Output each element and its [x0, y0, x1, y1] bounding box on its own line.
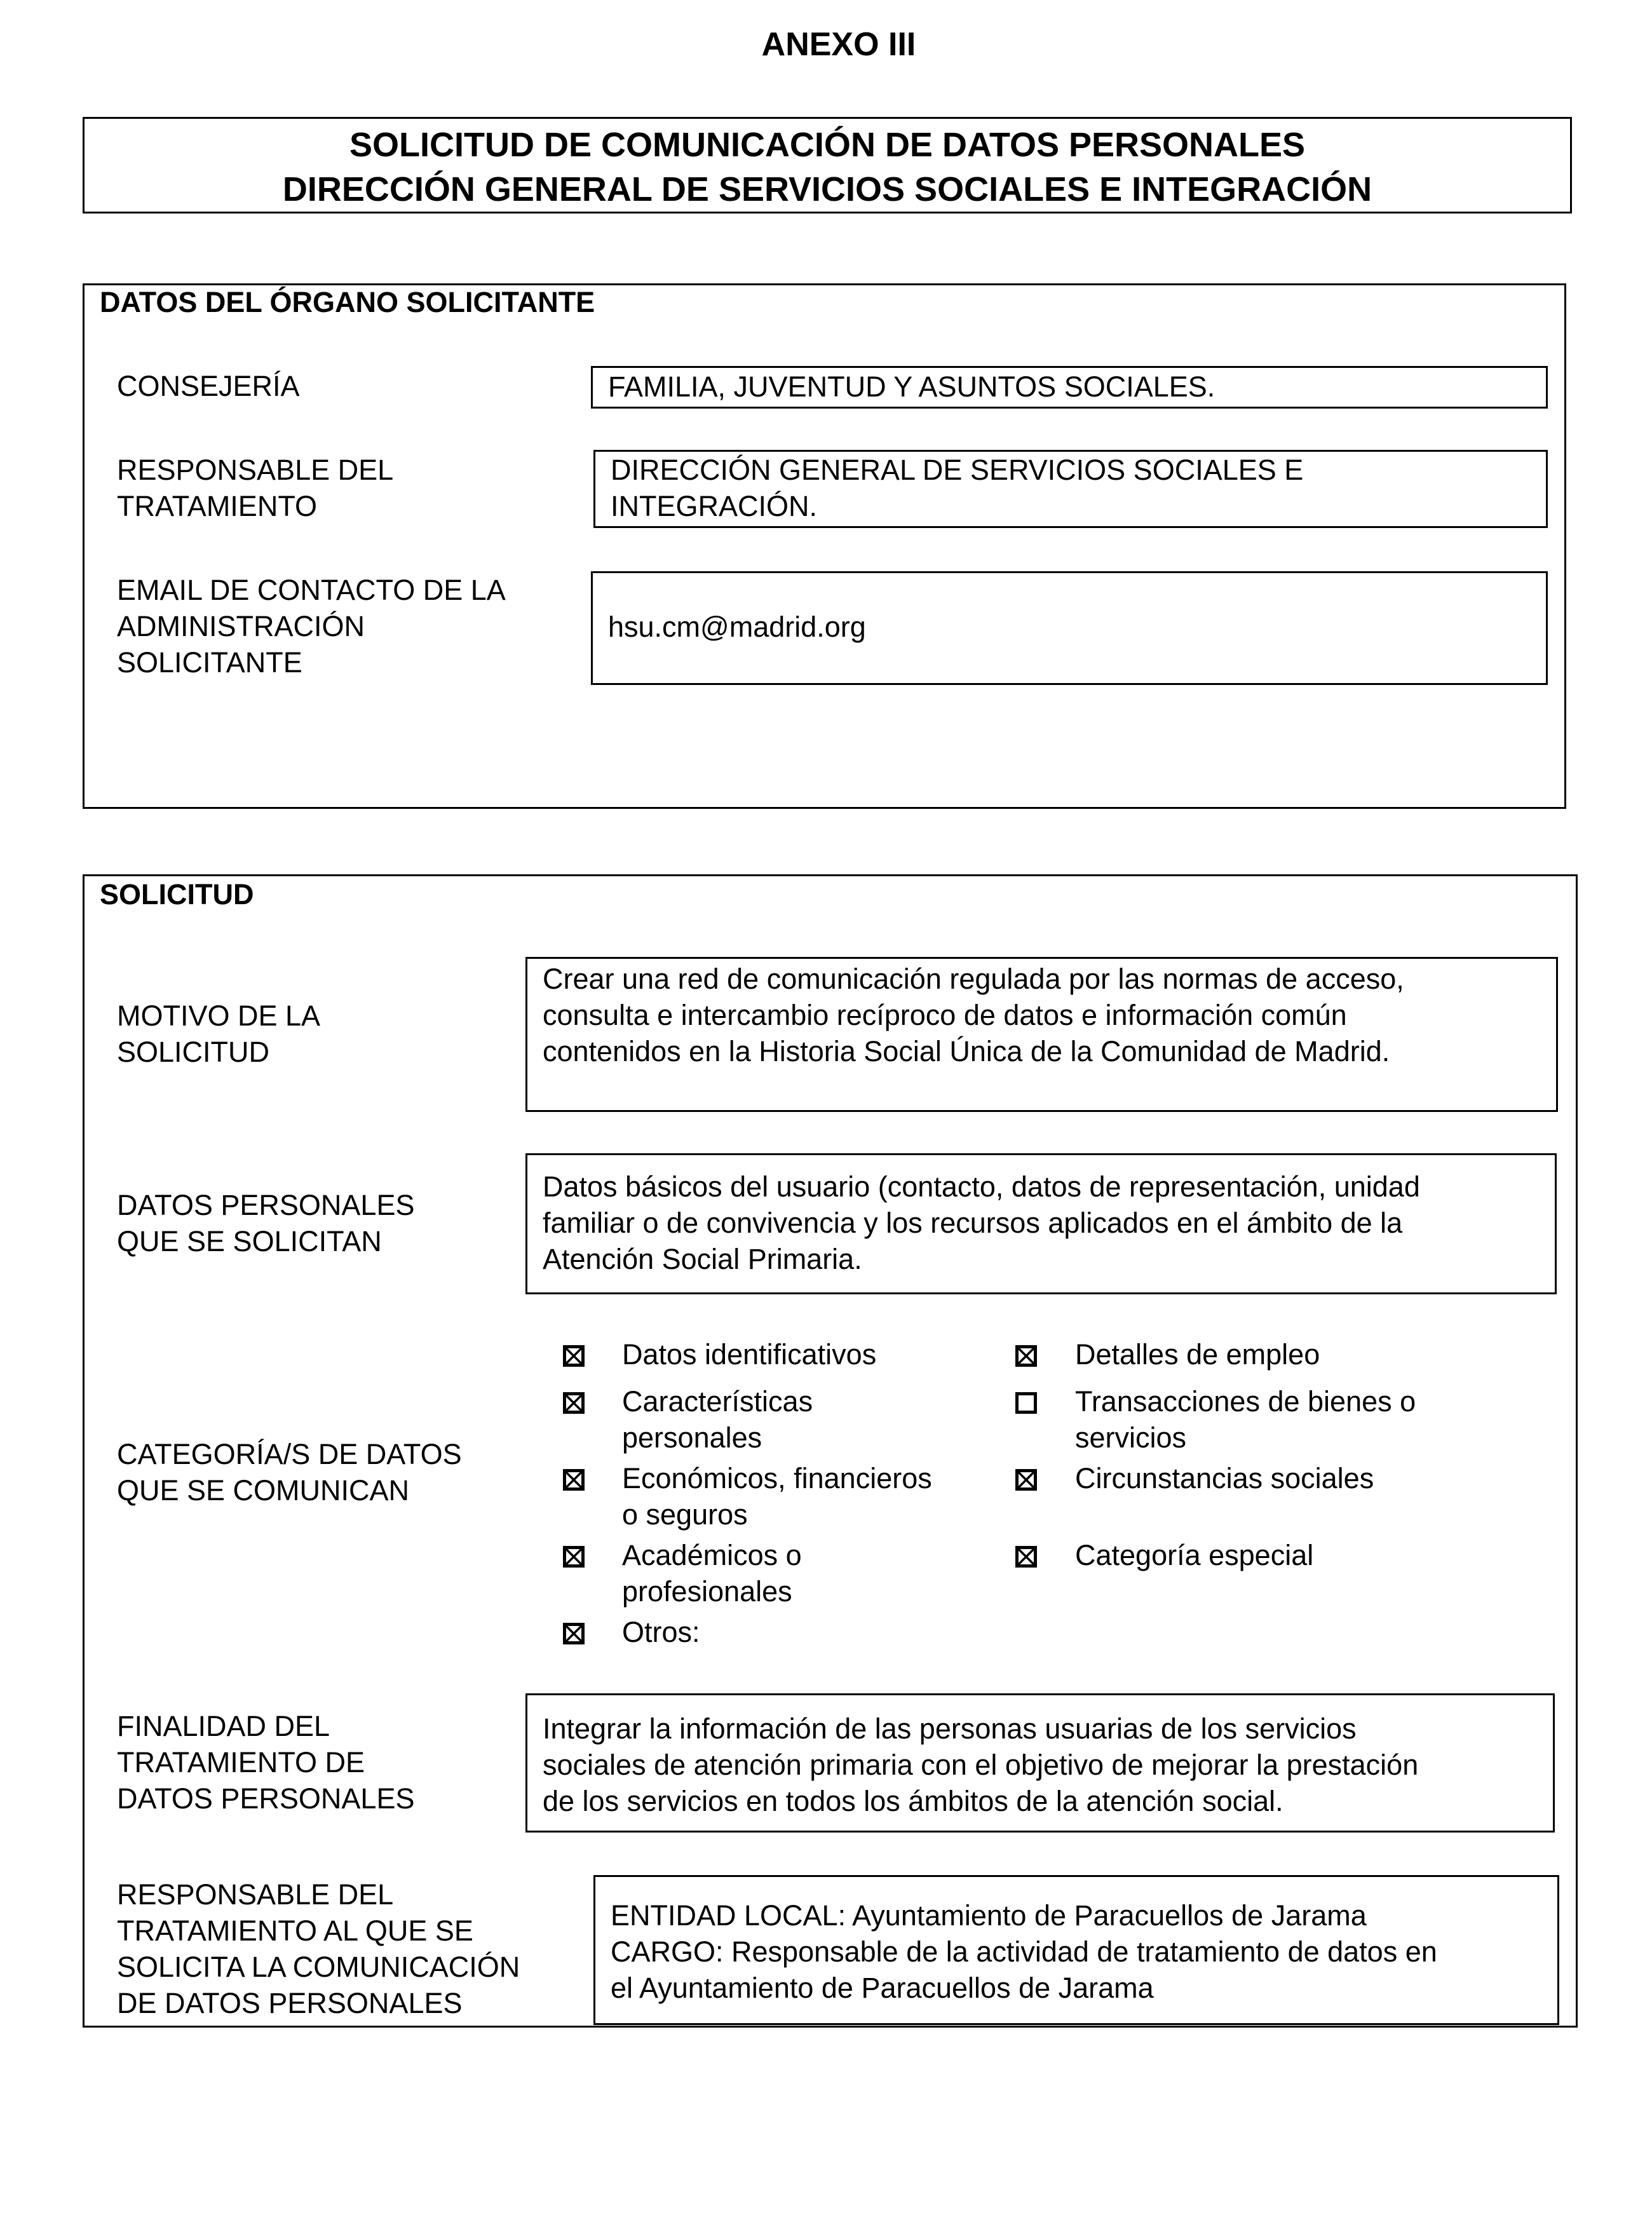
responsable-value: DIRECCIÓN GENERAL DE SERVICIOS SOCIALES E INTEGRACIÓN. [611, 454, 1304, 522]
categoria-label: Categoría especial [1075, 1539, 1314, 1571]
form-title-box [83, 117, 1572, 213]
checked-checkbox-icon[interactable] [563, 1469, 585, 1491]
datos-value: Datos básicos del usuario (contacto, datos de representación, unidad familiar o de convivencia y los recursos aplicados en el ámbito de la Atención Social Primaria. [543, 1170, 1420, 1275]
checked-checkbox-icon[interactable] [563, 1623, 585, 1644]
organo-section [83, 283, 1566, 809]
checked-checkbox-icon[interactable] [1015, 1345, 1037, 1367]
checked-checkbox-icon[interactable] [1015, 1546, 1037, 1568]
datos-label: DATOS PERSONALES QUE SE SOLICITAN [117, 1189, 415, 1257]
form-title-line1: SOLICITUD DE COMUNICACIÓN DE DATOS PERSONALES [349, 126, 1306, 164]
categoria-label: Económicos, financieros o seguros [622, 1462, 932, 1531]
checked-checkbox-icon[interactable] [563, 1546, 585, 1568]
categoria-label: Transacciones de bienes o servicios [1075, 1385, 1416, 1454]
categoria-label: Características personales [622, 1385, 813, 1454]
categoria-label: Otros: [622, 1616, 700, 1648]
consejeria-label: CONSEJERÍA [117, 370, 300, 402]
finalidad-label: FINALIDAD DEL TRATAMIENTO DE DATOS PERSONALES [117, 1710, 415, 1815]
categoria-label: Circunstancias sociales [1075, 1462, 1374, 1494]
consejeria-value: FAMILIA, JUVENTUD Y ASUNTOS SOCIALES. [608, 370, 1215, 403]
destino-value: ENTIDAD LOCAL: Ayuntamiento de Paracuellos de Jarama CARGO: Responsable de la actividad de tratamiento de datos en el Ayuntamiento de Paracuellos de Jarama [611, 1899, 1437, 2004]
annex-title: ANEXO III [761, 26, 916, 63]
checked-checkbox-icon[interactable] [1015, 1469, 1037, 1491]
motivo-value: Crear una red de comunicación regulada por las normas de acceso, consulta e intercambio recíproco de datos e información común contenidos en la Historia Social Única de la Comunidad de Madrid. [543, 963, 1404, 1067]
solicitud-heading: SOLICITUD [100, 878, 254, 911]
form-title-line2: DIRECCIÓN GENERAL DE SERVICIOS SOCIALES E INTEGRACIÓN [282, 170, 1372, 208]
email-label: EMAIL DE CONTACTO DE LA ADMINISTRACIÓN SOLICITANTE [117, 574, 506, 679]
checked-checkbox-icon[interactable] [563, 1392, 585, 1414]
categoria-label: Datos identificativos [622, 1338, 877, 1371]
categoria-label: Académicos o profesionales [622, 1539, 802, 1608]
checked-checkbox-icon[interactable] [563, 1345, 585, 1367]
responsable-label: RESPONSABLE DEL TRATAMIENTO [117, 454, 394, 522]
motivo-label: MOTIVO DE LA SOLICITUD [117, 999, 321, 1068]
organo-heading: DATOS DEL ÓRGANO SOLICITANTE [100, 286, 595, 318]
finalidad-value: Integrar la información de las personas usuarias de los servicios sociales de atención primaria con el objetivo de mejorar la prestación de los servicios en todos los ámbitos de la atención social. [543, 1712, 1419, 1817]
unchecked-checkbox-icon[interactable] [1015, 1392, 1037, 1414]
categoria-label: Detalles de empleo [1075, 1338, 1320, 1371]
categorias-label: CATEGORÍA/S DE DATOS QUE SE COMUNICAN [117, 1438, 462, 1507]
email-value: hsu.cm@madrid.org [608, 611, 866, 643]
destino-label: RESPONSABLE DEL TRATAMIENTO AL QUE SE SOLICITA LA COMUNICACIÓN DE DATOS PERSONALES [117, 1878, 520, 2019]
